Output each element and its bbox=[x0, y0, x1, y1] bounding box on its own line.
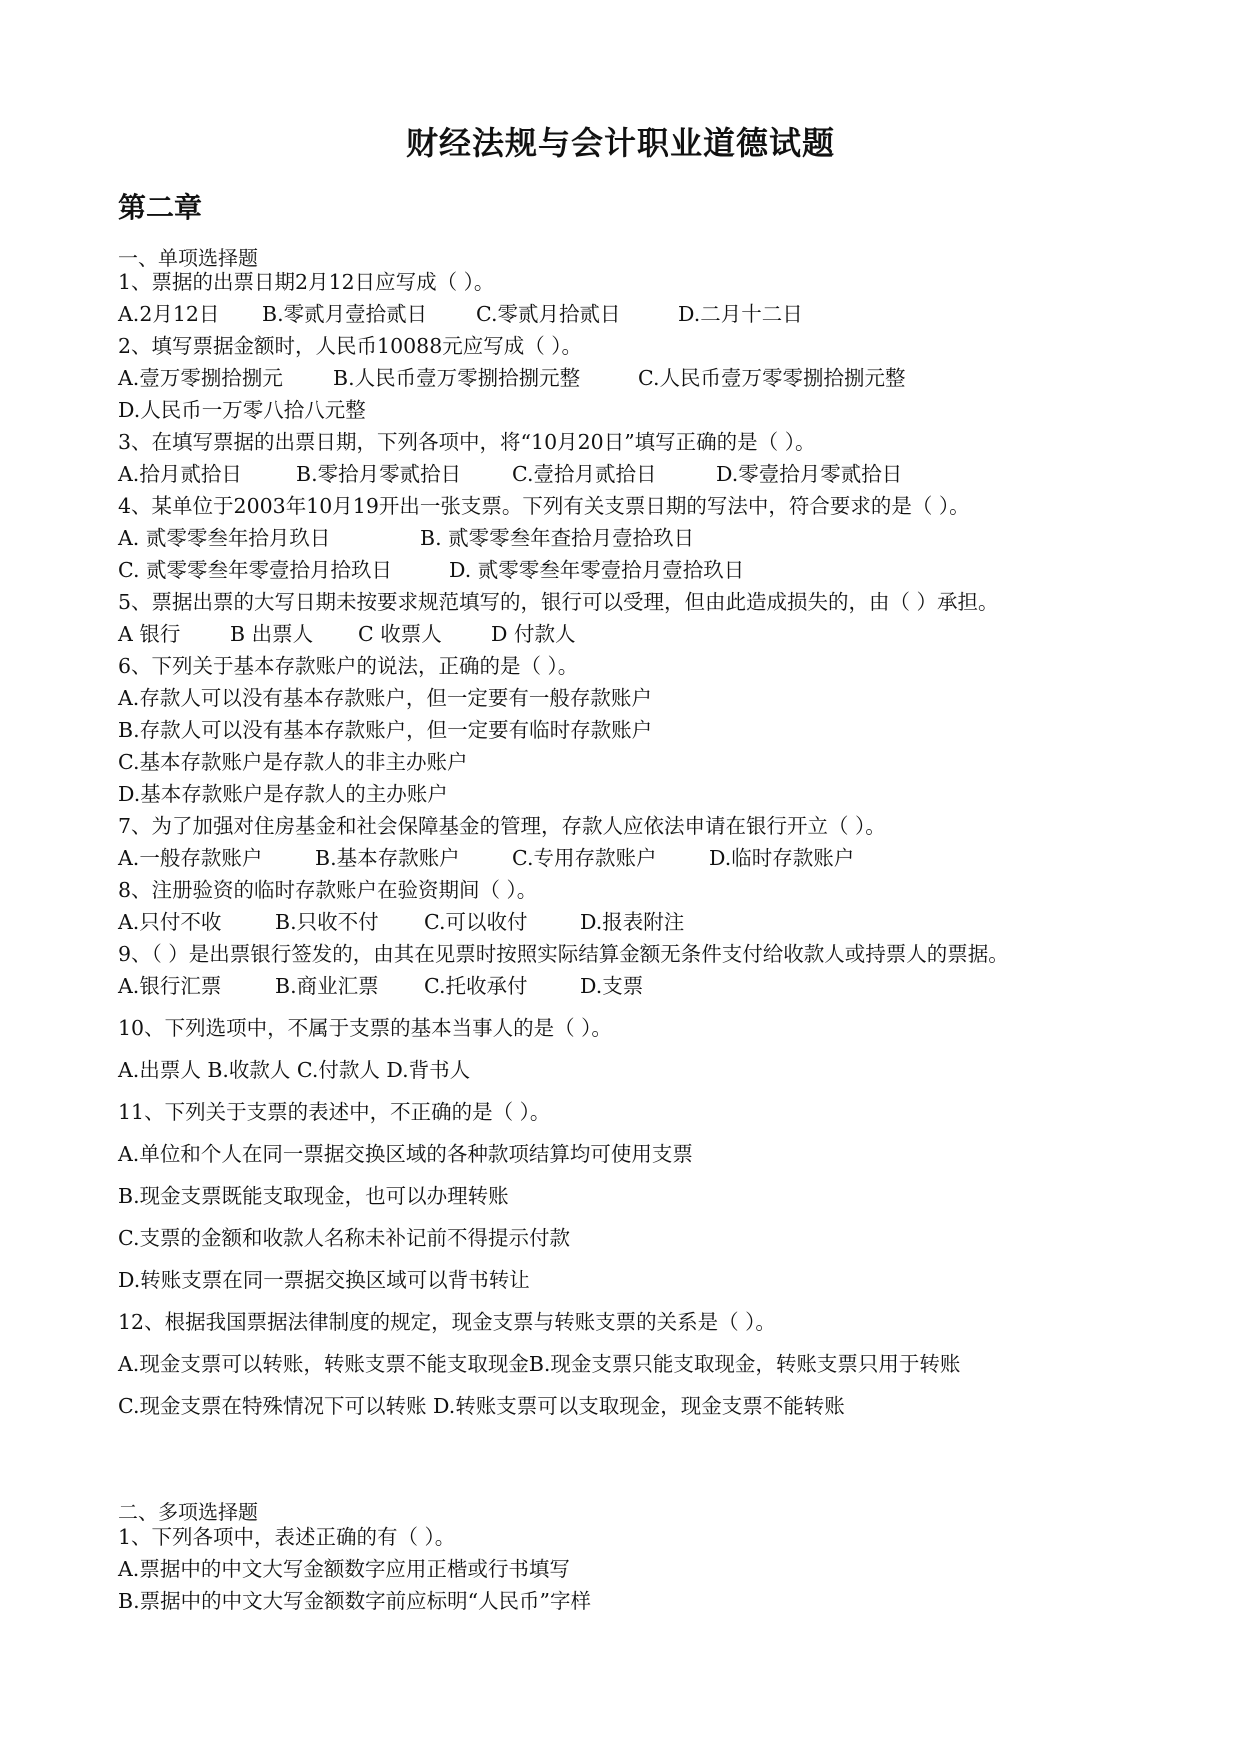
single-choice-line: D.基本存款账户是存款人的主办账户 bbox=[118, 782, 448, 806]
single-choice-line: 2、填写票据金额时，人民币10088元应写成（ ）。 bbox=[118, 334, 583, 358]
single-choice-option: A.壹万零捌拾捌元 bbox=[118, 366, 283, 390]
single-choice-line: 12、根据我国票据法律制度的规定，现金支票与转账支票的关系是（ ）。 bbox=[118, 1310, 776, 1334]
single-choice-line: 8、注册验资的临时存款账户在验资期间（ ）。 bbox=[118, 878, 538, 902]
single-choice-option: B.基本存款账户 bbox=[315, 846, 460, 870]
single-choice-option: A. 贰零零叁年拾月玖日 bbox=[118, 526, 331, 550]
single-choice-option: C.人民币壹万零零捌拾捌元整 bbox=[638, 366, 906, 390]
single-choice-line: C.现金支票在特殊情况下可以转账 D.转账支票可以支取现金，现金支票不能转账 bbox=[118, 1394, 845, 1418]
single-choice-option: D.支票 bbox=[580, 974, 644, 998]
page-title: 财经法规与会计职业道德试题 bbox=[405, 124, 835, 162]
single-choice-option: D.报表附注 bbox=[580, 910, 685, 934]
single-choice-option: B.人民币壹万零捌拾捌元整 bbox=[333, 366, 581, 390]
single-choice-line: 7、为了加强对住房基金和社会保障基金的管理，存款人应依法申请在银行开立（ ）。 bbox=[118, 814, 886, 838]
single-choice-option: B 出票人 bbox=[230, 622, 314, 646]
single-choice-option: B.只收不付 bbox=[275, 910, 379, 934]
single-choice-line: D.人民币一万零八拾八元整 bbox=[118, 398, 366, 422]
single-choice-option: C 收票人 bbox=[358, 622, 442, 646]
single-choice-line: A.出票人 B.收款人 C.付款人 D.背书人 bbox=[118, 1058, 471, 1082]
single-choice-line: C.基本存款账户是存款人的非主办账户 bbox=[118, 750, 468, 774]
single-choice-option: A.拾月贰拾日 bbox=[118, 462, 242, 486]
single-choice-option: D. 贰零零叁年零壹拾月壹拾玖日 bbox=[449, 558, 745, 582]
single-choice-line: 4、某单位于2003年10月19开出一张支票。下列有关支票日期的写法中，符合要求的是（ ）。 bbox=[118, 494, 970, 518]
single-choice-option: D.临时存款账户 bbox=[709, 846, 855, 870]
single-choice-line: D.转账支票在同一票据交换区域可以背书转让 bbox=[118, 1268, 530, 1292]
single-choice-option: A.银行汇票 bbox=[118, 974, 222, 998]
single-choice-option: B.商业汇票 bbox=[275, 974, 379, 998]
single-choice-option: C.可以收付 bbox=[424, 910, 528, 934]
single-choice-option: D 付款人 bbox=[491, 622, 576, 646]
single-choice-line: 9、（ ）是出票银行签发的，由其在见票时按照实际结算金额无条件支付给收款人或持票人的票据。 bbox=[118, 942, 1009, 966]
single-choice-option: B.零拾月零贰拾日 bbox=[296, 462, 462, 486]
single-choice-line: 5、票据出票的大写日期未按要求规范填写的，银行可以受理，但由此造成损失的，由（ ）承担。 bbox=[118, 590, 999, 614]
single-choice-line: 11、下列关于支票的表述中，不正确的是（ ）。 bbox=[118, 1100, 551, 1124]
single-choice-option: B. 贰零零叁年查拾月壹拾玖日 bbox=[420, 526, 695, 550]
single-choice-option: A.2月12日 bbox=[118, 302, 220, 326]
single-choice-line: B.现金支票既能支取现金，也可以办理转账 bbox=[118, 1184, 509, 1208]
single-choice-option: A 银行 bbox=[118, 622, 181, 646]
section-heading-multi: 二、多项选择题 bbox=[118, 1500, 258, 1524]
multi-choice-line: A.票据中的中文大写金额数字应用正楷或行书填写 bbox=[118, 1557, 570, 1581]
single-choice-line: A.单位和个人在同一票据交换区域的各种款项结算均可使用支票 bbox=[118, 1142, 693, 1166]
single-choice-line: B.存款人可以没有基本存款账户，但一定要有临时存款账户 bbox=[118, 718, 653, 742]
single-choice-option: C. 贰零零叁年零壹拾月拾玖日 bbox=[118, 558, 392, 582]
single-choice-option: A.只付不收 bbox=[118, 910, 222, 934]
multi-choice-line: 1、下列各项中，表述正确的有（ ）。 bbox=[118, 1525, 456, 1549]
single-choice-line: 10、下列选项中，不属于支票的基本当事人的是（ ）。 bbox=[118, 1016, 612, 1040]
single-choice-option: C.零贰月拾贰日 bbox=[476, 302, 621, 326]
single-choice-line: 3、在填写票据的出票日期，下列各项中，将“10月20日”填写正确的是（ ）。 bbox=[118, 430, 816, 454]
single-choice-line: A.存款人可以没有基本存款账户，但一定要有一般存款账户 bbox=[118, 686, 652, 710]
single-choice-line: A.现金支票可以转账，转账支票不能支取现金B.现金支票只能支取现金，转账支票只用于转账 bbox=[118, 1352, 961, 1376]
single-choice-option: C.壹拾月贰拾日 bbox=[512, 462, 657, 486]
single-choice-option: B.零贰月壹拾贰日 bbox=[262, 302, 428, 326]
single-choice-option: C.托收承付 bbox=[424, 974, 528, 998]
single-choice-option: A.一般存款账户 bbox=[118, 846, 263, 870]
single-choice-line: 6、下列关于基本存款账户的说法，正确的是（ ）。 bbox=[118, 654, 579, 678]
single-choice-line: C.支票的金额和收款人名称未补记前不得提示付款 bbox=[118, 1226, 570, 1250]
single-choice-option: D.零壹拾月零贰拾日 bbox=[716, 462, 903, 486]
single-choice-option: C.专用存款账户 bbox=[512, 846, 657, 870]
single-choice-line: 1、票据的出票日期2月12日应写成（ ）。 bbox=[118, 270, 495, 294]
multi-choice-line: B.票据中的中文大写金额数字前应标明“人民币”字样 bbox=[118, 1589, 592, 1613]
single-choice-option: D.二月十二日 bbox=[678, 302, 803, 326]
chapter-heading: 第二章 bbox=[118, 191, 203, 224]
section-heading-single: 一、单项选择题 bbox=[118, 246, 258, 270]
